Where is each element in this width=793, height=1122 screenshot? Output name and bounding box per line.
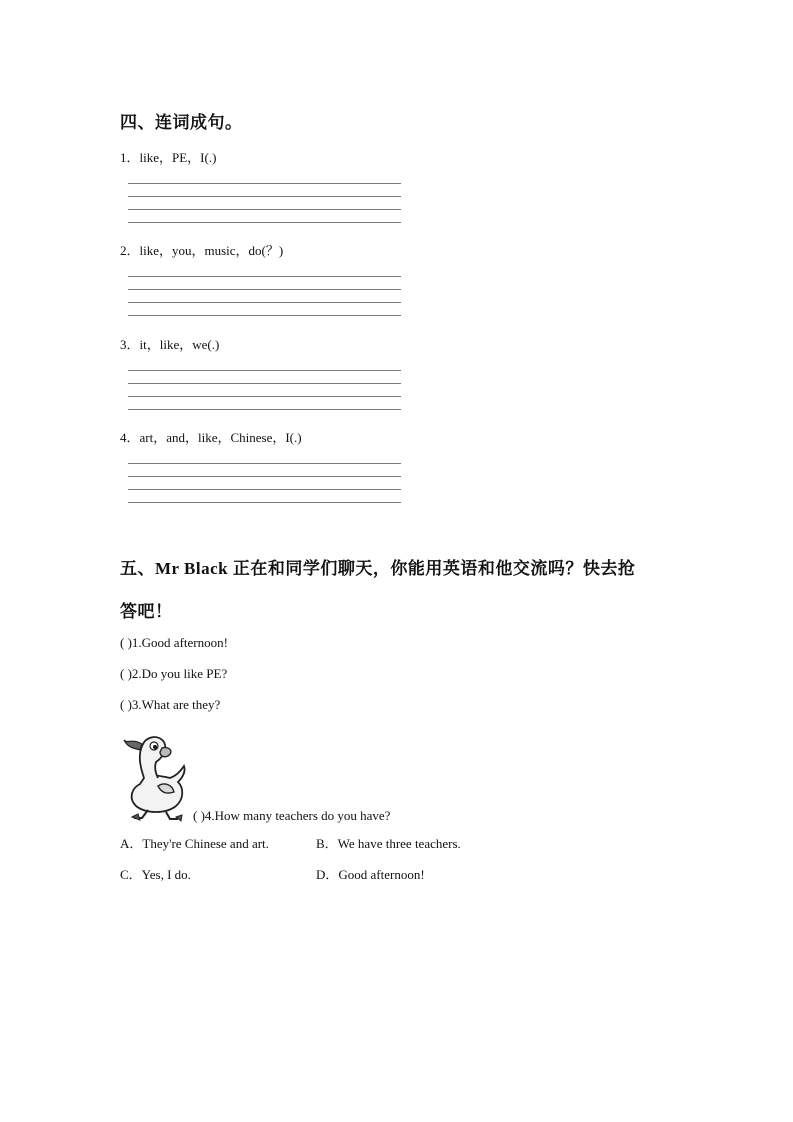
answer-lines-1 bbox=[128, 183, 401, 235]
option-d: D．Good afternoon! bbox=[316, 867, 425, 882]
answer-lines-4 bbox=[128, 463, 401, 515]
section5-question-2: ( )2.Do you like PE? bbox=[120, 666, 228, 681]
section4-item-4: 4．art，and，like，Chinese，I(.) bbox=[120, 430, 302, 445]
option-c: C．Yes, I do. bbox=[120, 867, 191, 882]
section5-title-line2: 答吧！ bbox=[120, 602, 173, 621]
section4-title: 四、连词成句。 bbox=[120, 113, 243, 132]
section4-item-1: 1．like，PE，I(.) bbox=[120, 150, 217, 165]
section5-question-1: ( )1.Good afternoon! bbox=[120, 635, 228, 650]
section4-item-3: 3．it，like，we(.) bbox=[120, 337, 220, 352]
answer-lines-2 bbox=[128, 276, 401, 328]
section5-question-4: ( )4.How many teachers do you have? bbox=[193, 808, 391, 823]
section5-title-line1: 五、Mr Black 正在和同学们聊天，你能用英语和他交流吗？快去抢 bbox=[120, 559, 636, 578]
option-b: B．We have three teachers. bbox=[316, 836, 461, 851]
duck-illustration bbox=[118, 722, 194, 822]
section4-item-2: 2．like，you，music，do(？) bbox=[120, 243, 284, 258]
section5-question-3: ( )3.What are they? bbox=[120, 697, 221, 712]
answer-lines-3 bbox=[128, 370, 401, 422]
option-a: A．They're Chinese and art. bbox=[120, 836, 269, 851]
